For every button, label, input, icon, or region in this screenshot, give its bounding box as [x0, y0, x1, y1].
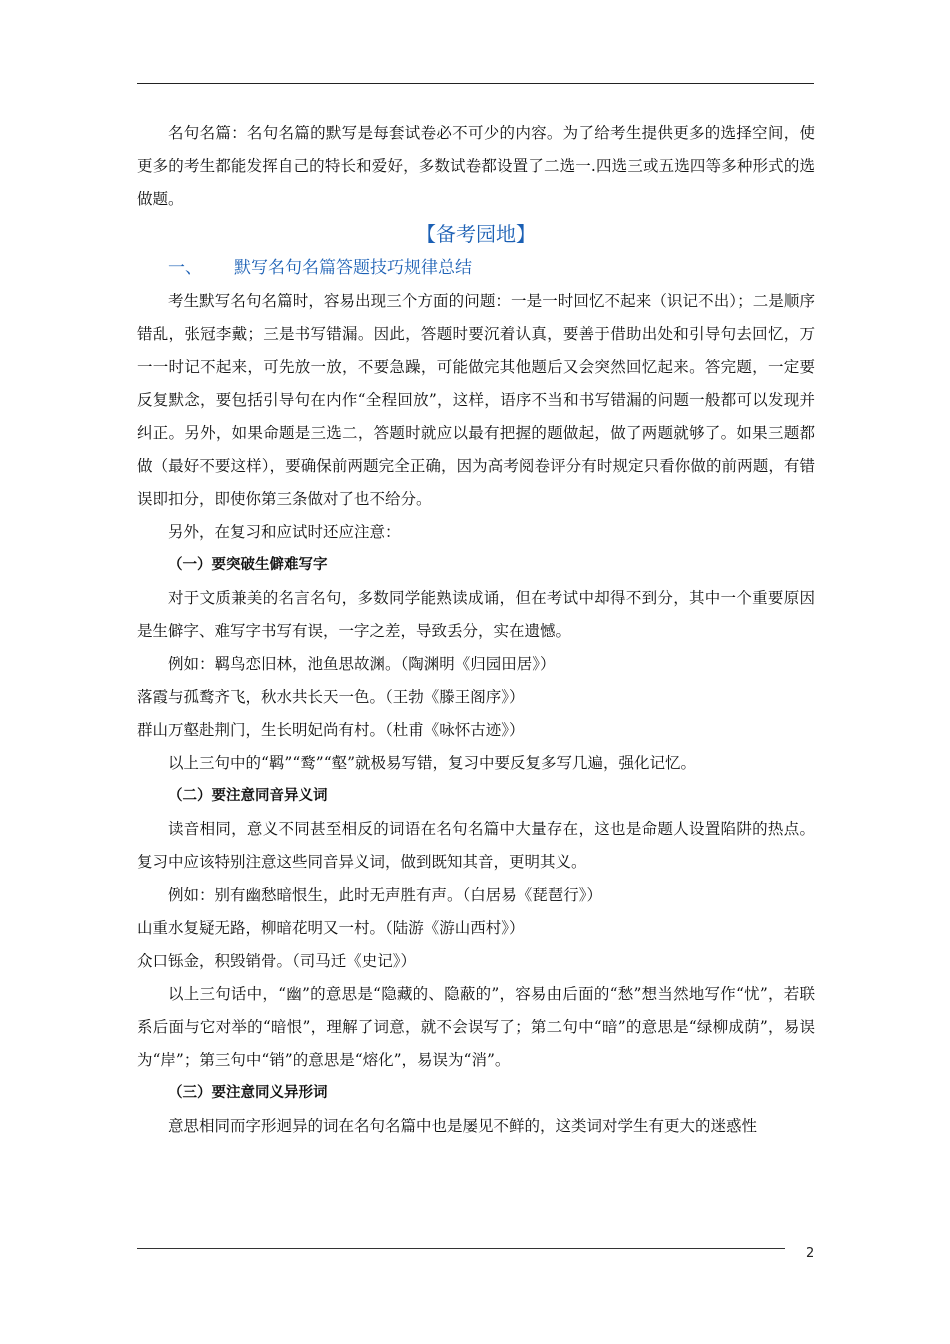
paragraph-4: 以上三句中的“羁”“鹜”“壑”就极易写错，复习中要反复多写几遍，强化记忆。: [168, 754, 697, 772]
heading-number: 一、: [168, 258, 202, 278]
paragraph-3: 对于文质兼美的名言名句，多数同学能熟读成诵，但在考试中却得不到分，其中一个重要原因是生僻字、难写字书写有误，一字之差，导致丢分，实在遗憾。: [137, 589, 815, 640]
subheading-2: （二）要注意同音异义词: [168, 788, 328, 804]
example-6: 众口铄金，积毁销骨。（司马迁《史记》）: [137, 952, 417, 970]
footer-rule: [137, 1248, 785, 1249]
intro-paragraph: 名句名篇：名句名篇的默写是每套试卷必不可少的内容。为了给考生提供更多的选择空间，使更多的考生都能发挥自己的特长和爱好，多数试卷都设置了二选一.四选三或五选四等多种形式的选做题。: [137, 124, 815, 208]
paragraph-7: 意思相同而字形迥异的词在名句名篇中也是屡见不鲜的，这类词对学生有更大的迷惑性: [168, 1117, 758, 1135]
example-5: 山重水复疑无路，柳暗花明又一村。（陆游《游山西村》）: [137, 919, 525, 937]
example-1: 例如：羁鸟恋旧林，池鱼思故渊。（陶渊明《归园田居》）: [168, 655, 556, 673]
heading-1: [137, 252, 815, 285]
subheading-1: （一）要突破生僻难写字: [168, 557, 328, 573]
page-number: 2: [806, 1246, 815, 1261]
heading-text: 默写名句名篇答题技巧规律总结: [234, 258, 472, 278]
paragraph-2: 另外，在复习和应试时还应注意：: [168, 523, 401, 541]
paragraph-6: 以上三句话中，“幽”的意思是“隐藏的、隐蔽的”，容易由后面的“愁”想当然地写作“忧”，若联系后面与它对举的“暗恨”，理解了词意，就不会误写了；第二句中“暗”的意思是“绿柳成荫”，易误为“岸”；第三句中“销”的意思是“熔化”，易误为“消”。: [137, 985, 815, 1069]
example-4: 例如：别有幽愁暗恨生，此时无声胜有声。（白居易《琵琶行》）: [168, 886, 603, 904]
example-3: 群山万壑赴荆门，生长明妃尚有村。（杜甫《咏怀古迹》）: [137, 721, 525, 739]
page-content: [137, 117, 815, 1143]
section-title: 【备考园地】: [416, 222, 536, 246]
subheading-3: （三）要注意同义异形词: [168, 1085, 328, 1101]
example-2: 落霞与孤鹜齐飞，秋水共长天一色。（王勃《滕王阁序》）: [137, 688, 525, 706]
header-rule: [137, 83, 814, 84]
paragraph-1: 考生默写名句名篇时，容易出现三个方面的问题：一是一时回忆不起来（识记不出）；二是顺序错乱，张冠李戴；三是书写错漏。因此，答题时要沉着认真，要善于借助出处和引导句去回忆，万一一时记不起来，可先放一放，不要急躁，可能做完其他题后又会突然回忆起来。答完题，一定要反复默念，要包括引导句在内作“全程回放”，这样，语序不当和书写错漏的问题一般都可以发现并纠正。另外，如果命题是三选二，答题时就应以最有把握的题做起，做了两题就够了。如果三题都做（最好不要这样），要确保前两题完全正确，因为高考阅卷评分有时规定只看你做的前两题，有错误即扣分，即使你第三条做对了也不给分。: [137, 292, 815, 508]
paragraph-5: 读音相同，意义不同甚至相反的词语在名句名篇中大量存在，这也是命题人设置陷阱的热点。复习中应该特别注意这些同音异义词，做到既知其音，更明其义。: [137, 820, 815, 871]
